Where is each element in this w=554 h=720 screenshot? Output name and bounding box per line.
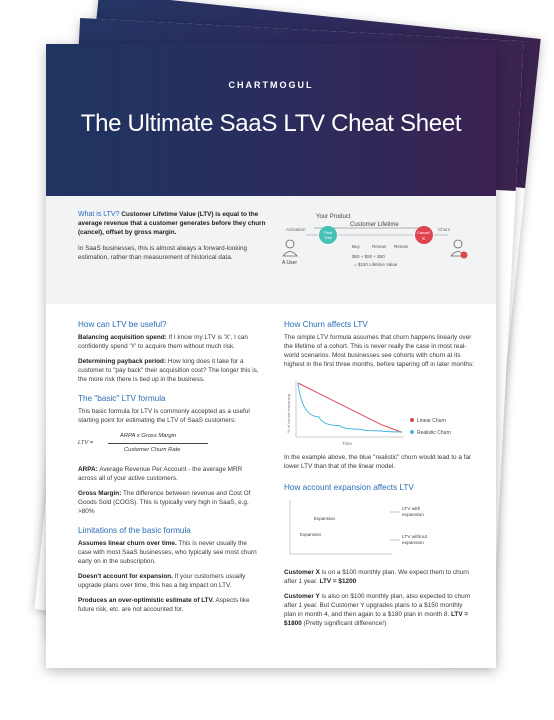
ltv-formula <box>78 431 262 459</box>
formula-denominator: Customer Churn Rate <box>124 447 181 453</box>
legend-linear-dot <box>410 418 414 422</box>
intro-paragraph <box>78 210 266 237</box>
expansion-chart <box>284 496 474 560</box>
legend-without-1: LTV without <box>402 535 427 540</box>
basic-formula-heading: The "basic" LTV formula <box>78 394 166 403</box>
expansion-label-2: Expansion <box>300 532 322 537</box>
what-is-ltv-heading: What is LTV? <box>78 211 120 218</box>
cancel-label: Cancel <box>417 230 430 235</box>
renew-label-2: Renew <box>394 244 409 249</box>
legend-with-2: expansion <box>402 513 424 518</box>
buy-label: Buy <box>352 244 360 249</box>
churn-label: Churn <box>438 227 451 232</box>
what-is-ltv-text: Customer Lifetime Value (LTV) is equal to the average revenue that a customer generates before they churn (cancel), offset by gross margin. <box>78 211 266 236</box>
amounts-label: $50 + $50 + $50 <box>352 254 385 259</box>
user-icon <box>283 240 297 256</box>
useful-p2: Determining payback period: How long does it take for a customer to "pay back" their acquisition cost? The longer this is, the more risk there is tied up in the business. <box>78 358 259 383</box>
churn-series-linear <box>298 383 402 432</box>
cheat-sheet-page <box>46 44 496 668</box>
page-header <box>46 44 496 196</box>
legend-with-1: LTV with <box>402 507 421 512</box>
legend-without-2: expansion <box>402 541 424 546</box>
limitation-3: Produces an over-optimistic estimate of LTV. Aspects like future risk, etc. are not accounted for. <box>78 597 250 613</box>
churn-x-label: Time <box>342 441 352 446</box>
limitation-2: Doesn't account for expansion. If your customers usually upgrade plans over time, this has a big impact on LTV. <box>78 573 246 589</box>
churn-text: The simple LTV formula assumes that churn happens linearly over the lifetime of a cohort. This is never really the case in most real-world scenarios. Most businesses see cohorts with churn at its highest in the first three months, before tapering off in later months: <box>284 334 474 368</box>
churn-chart <box>284 375 474 449</box>
customer-x-text: Customer X is on a $100 monthly plan. We expect them to churn after 1 year. LTV = $1200 <box>284 569 469 585</box>
legend-realistic-label: Realistic Churn <box>417 430 451 436</box>
lifetime-diagram <box>278 204 488 300</box>
basic-formula-text: This basic formula for LTV is commonly accepted as a useful starting point for estimating the LTV of SaaS customers: <box>78 408 250 424</box>
left-column <box>78 320 262 620</box>
brand-logo: CHARTMOGUL <box>228 80 314 90</box>
your-product-label: Your Product <box>316 214 351 220</box>
cancel-x-label: X <box>422 236 426 241</box>
intro-paragraph-2: In SaaS businesses, this is almost always a forward-looking estimation, rather than measurement of historical data. <box>78 245 248 261</box>
lifetime-value-label: = $150 Lifetime Value <box>354 262 398 267</box>
useful-heading: How can LTV be useful? <box>78 320 167 329</box>
expansion-heading: How account expansion affects LTV <box>284 483 414 492</box>
churn-badge-icon <box>461 252 468 259</box>
renew-label-1: Renew <box>372 244 387 249</box>
churn-y-label: % of cohort remaining <box>286 394 291 433</box>
customer-y-text: Customer Y is also on $100 monthly plan, also expected to churn after 1 year. But Customer Y upgrades plans to a $150 monthly plan in month 4, and then again to a $180 plan in month 8. LTV = $1800 (Pretty significant difference!) <box>284 593 471 627</box>
cancel-node <box>415 226 433 244</box>
intro-section <box>46 196 496 304</box>
right-column <box>284 320 474 634</box>
expansion-label-1: Expansion <box>314 516 336 521</box>
churn-heading: How Churn affects LTV <box>284 320 368 329</box>
customer-lifetime-label: Customer Lifetime <box>350 222 399 228</box>
limitations-heading: Limitations of the basic formula <box>78 526 191 535</box>
legend-linear-label: Linear Churn <box>417 418 446 424</box>
arpa-text: ARPA: Average Revenue Per Account - the average MRR across all of your active customers. <box>78 466 243 482</box>
gross-margin-text: Gross Margin: The difference between revenue and Cost Of Goods Sold (COGS). This is typically very high in SaaS, e.g. >80% <box>78 490 251 515</box>
useful-p1: Balancing acquisition spend: If I know my LTV is 'X', I can confidently spend 'Y' to acquire them without much risk. <box>78 334 248 350</box>
user-label: A User <box>282 260 298 266</box>
activation-label: Activation <box>286 227 306 232</box>
formula-numerator: ARPA x Gross Margin <box>120 433 177 439</box>
formula-lhs: LTV = <box>78 440 94 446</box>
legend-realistic-dot <box>410 430 414 434</box>
page-title: The Ultimate SaaS LTV Cheat Sheet <box>80 110 462 137</box>
limitation-1: Assumes linear churn over time. This is never usually the case with most SaaS businesses, who typically see most churn early on in the subscription. <box>78 540 257 565</box>
paid-trial-label-1: Paid <box>324 230 333 235</box>
paid-trial-label-2: Trial <box>324 235 332 240</box>
churn-conclusion: In the example above, the blue "realistic" churn would lead to a far lower LTV than that of the linear model. <box>284 454 472 470</box>
